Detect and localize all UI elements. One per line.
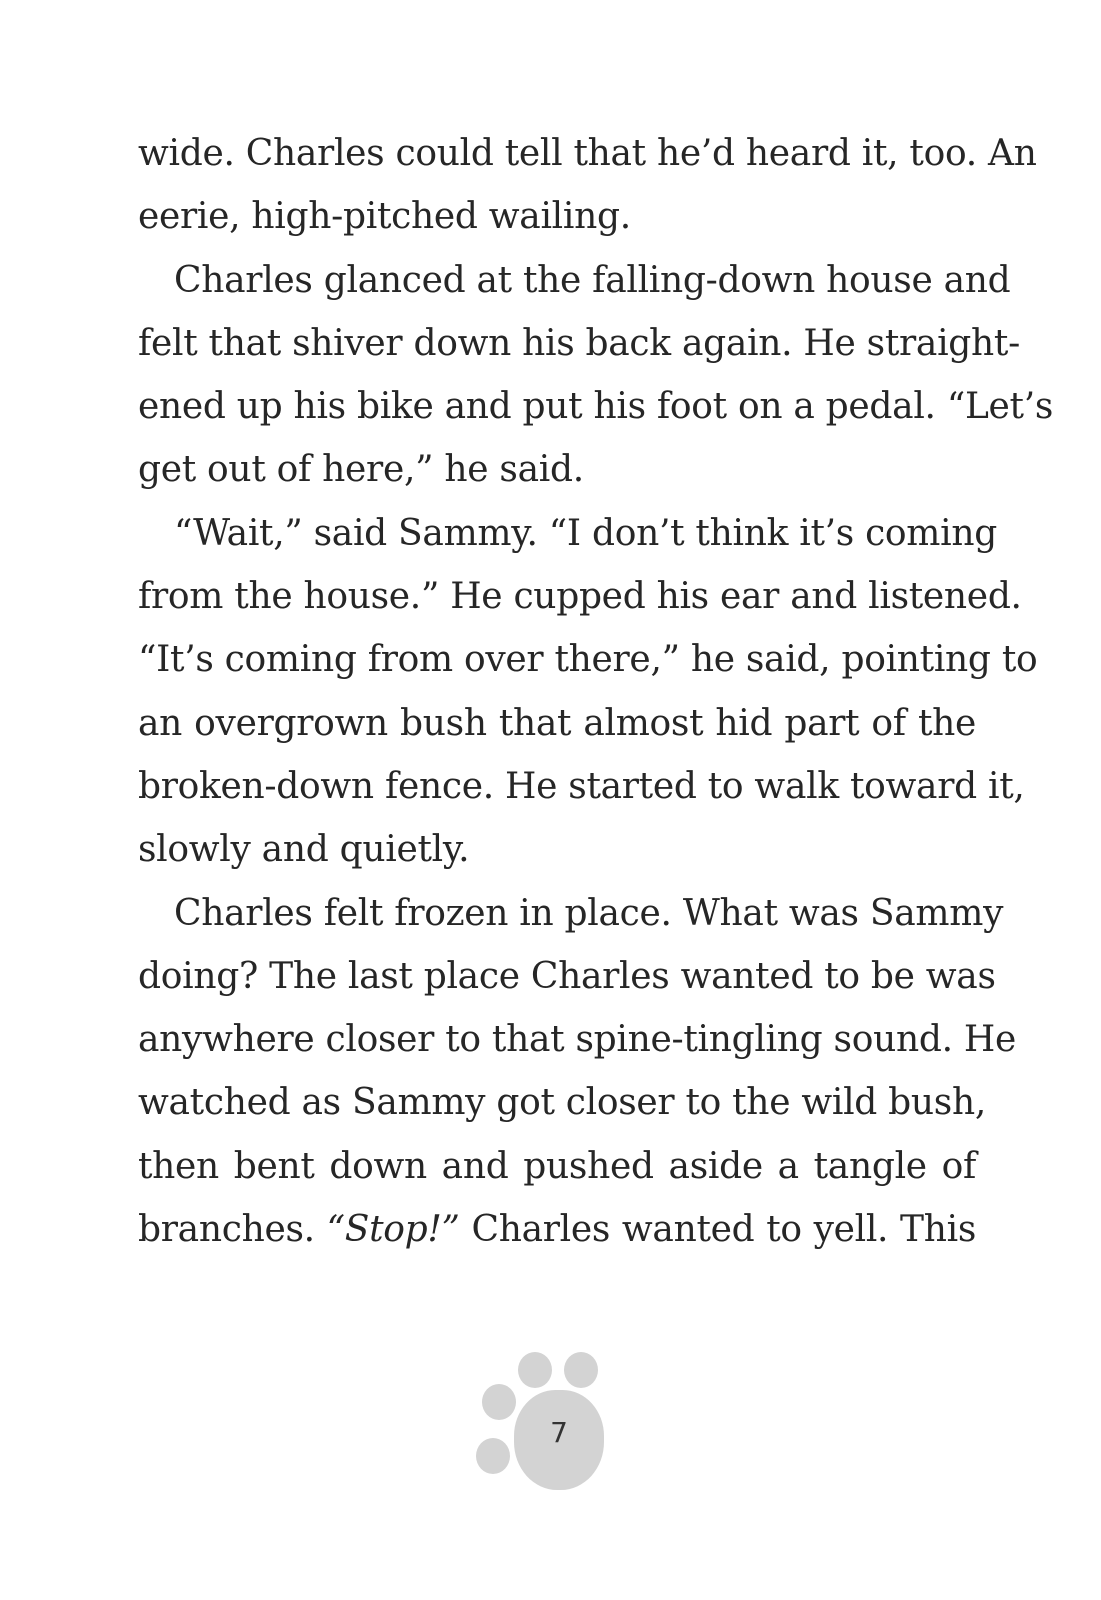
italic-text: “Stop!”: [326, 1209, 460, 1251]
page-number: 7: [550, 1416, 568, 1449]
text-line: from the house.” He cupped his ear and listened.: [138, 576, 1022, 618]
text-line: anywhere closer to that spine-tingling sound. He: [138, 1019, 1016, 1061]
text-line: doing? The last place Charles wanted to be was: [138, 955, 996, 997]
text-line: watched as Sammy got closer to the wild bush,: [138, 1082, 987, 1124]
text-line: “It’s coming from over there,” he said, pointing to: [138, 639, 1038, 681]
text-line: broken-down fence. He started to walk toward it,: [138, 765, 1025, 807]
body-text: [138, 122, 1054, 1261]
text-line: Charles felt frozen in place. What was Sammy: [174, 892, 1004, 934]
text-line: then bent down and pushed aside a tangle of: [138, 1145, 976, 1187]
text-line: [138, 1198, 976, 1261]
text-segment: Charles wanted to yell. This: [459, 1209, 976, 1251]
page-footer: [472, 1350, 612, 1490]
text-line: eerie, high-pitched wailing.: [138, 196, 631, 238]
text-line: Charles glanced at the falling-down house and: [174, 259, 1011, 301]
text-line: wide. Charles could tell that he’d heard it, too. An: [138, 133, 1037, 174]
text-segment: branches.: [138, 1209, 327, 1251]
text-line: get out of here,” he said.: [138, 449, 584, 491]
text-line: slowly and quietly.: [138, 829, 470, 871]
text-line: felt that shiver down his back again. He straight-: [138, 322, 1020, 364]
text-line: ened up his bike and put his foot on a pedal. “Let’s: [138, 386, 1054, 428]
text-line: “Wait,” said Sammy. “I don’t think it’s coming: [174, 512, 997, 554]
text-line: an overgrown bush that almost hid part of the: [138, 702, 976, 744]
